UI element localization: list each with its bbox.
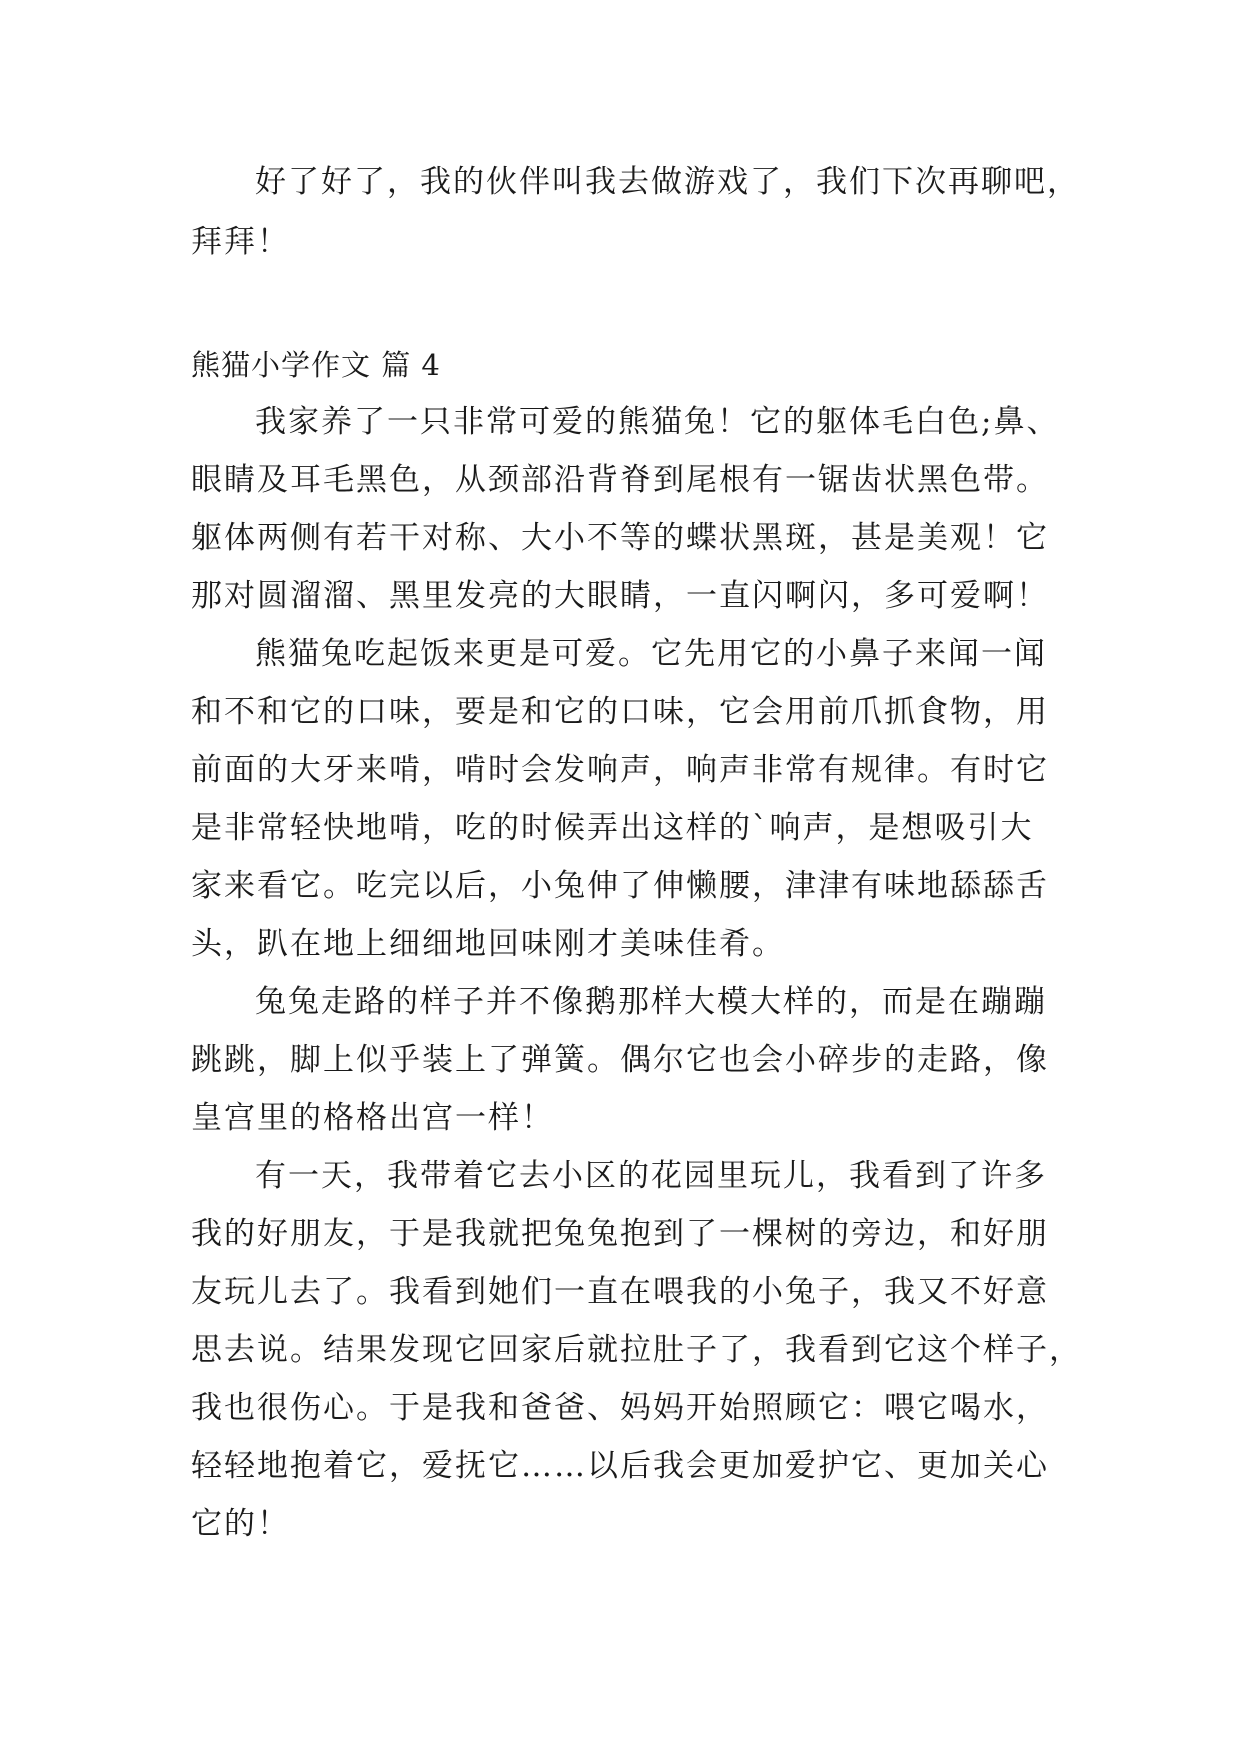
paragraph-line: 轻轻地抱着它，爱抚它……以后我会更加爱护它、更加关心 (191, 1448, 1049, 1484)
paragraph-line: 皇宫里的格格出宫一样！ (191, 1100, 554, 1136)
paragraph-line: 躯体两侧有若干对称、大小不等的蝶状黑斑，甚是美观！它 (191, 520, 1049, 556)
paragraph-line: 有一天，我带着它去小区的花园里玩儿，我看到了许多 (255, 1158, 1047, 1194)
paragraph-line: 思去说。结果发现它回家后就拉肚子了，我看到它这个样子， (191, 1332, 1082, 1368)
paragraph-line: 是非常轻快地啃，吃的时候弄出这样的`响声，是想吸引大 (191, 810, 1034, 846)
paragraph-line: 前面的大牙来啃，啃时会发响声，响声非常有规律。有时它 (191, 752, 1049, 788)
section-title: 熊猫小学作文 篇 4 (191, 348, 441, 382)
paragraph-line: 拜拜！ (191, 224, 290, 260)
paragraph-line: 好了好了，我的伙伴叫我去做游戏了，我们下次再聊吧， (255, 164, 1080, 200)
paragraph-line: 熊猫兔吃起饭来更是可爱。它先用它的小鼻子来闻一闻 (255, 636, 1047, 672)
paragraph-line: 兔兔走路的样子并不像鹅那样大模大样的，而是在蹦蹦 (255, 984, 1047, 1020)
paragraph-line: 我也很伤心。于是我和爸爸、妈妈开始照顾它：喂它喝水， (191, 1390, 1049, 1426)
paragraph-line: 跳跳，脚上似乎装上了弹簧。偶尔它也会小碎步的走路，像 (191, 1042, 1049, 1078)
paragraph-line: 我的好朋友，于是我就把兔兔抱到了一棵树的旁边，和好朋 (191, 1216, 1049, 1252)
paragraph-line: 它的！ (191, 1506, 290, 1542)
paragraph-line: 和不和它的口味，要是和它的口味，它会用前爪抓食物，用 (191, 694, 1049, 730)
paragraph-line: 头，趴在地上细细地回味刚才美味佳肴。 (191, 926, 785, 962)
paragraph-line: 眼睛及耳毛黑色，从颈部沿背脊到尾根有一锯齿状黑色带。 (191, 462, 1049, 498)
paragraph-line: 我家养了一只非常可爱的熊猫兔！它的躯体毛白色;鼻、 (255, 404, 1060, 440)
paragraph-line: 那对圆溜溜、黑里发亮的大眼睛，一直闪啊闪，多可爱啊！ (191, 578, 1049, 614)
paragraph-line: 家来看它。吃完以后，小兔伸了伸懒腰，津津有味地舔舔舌 (191, 868, 1049, 904)
paragraph-line: 友玩儿去了。我看到她们一直在喂我的小兔子，我又不好意 (191, 1274, 1049, 1310)
